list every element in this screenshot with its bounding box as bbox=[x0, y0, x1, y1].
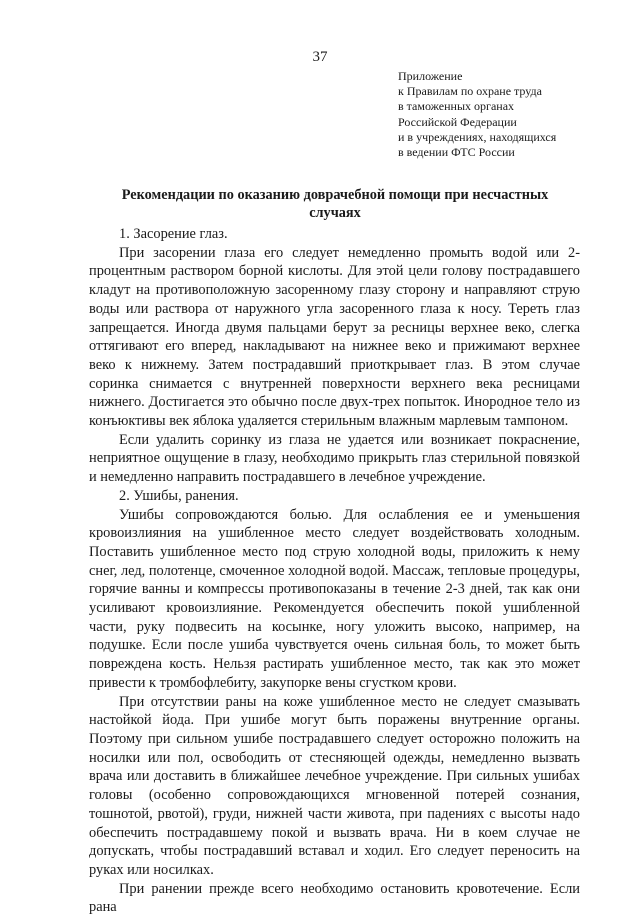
paragraph: Ушибы сопровождаются болью. Для ослабления ее и уменьшения кровоизлияния на ушибленное место следует воздействовать холодным. Поставить ушибленное место под струю холодной воды, приложить к нему снег, лед, полотенце, смоченное холодной водой. Массаж, тепловые процедуры, горячие ванны и компрессы противопоказаны в течение 2-3 дней, так как они усиливают кровоизлияние. Рекомендуется обеспечить покой ушибленной части, руку подвесить на косынке, ногу уложить высоко, например, на подушке. Если после ушиба чувствуется очень сильная боль, то может быть повреждена кость. Нельзя растирать ушибленное место, так как это может привести к тромбофлебиту, закупорке вены сгустком крови. bbox=[89, 506, 580, 691]
paragraph: При отсутствии раны на коже ушибленное место не следует смазывать настойкой йода. При ушибе могут быть поражены внутренние органы. Поэтому при сильном ушибе пострадавшего следует осторожно положить на носилки или пол, освободить от стесняющей одежды, немедленно вызвать врача или доставить в ближайшее лечебное учреждение. При сильных ушибах головы (особенно сопровождающихся мгновенной потерей сознания, тошнотой, рвотой), груди, нижней части живота, при падениях с высоты надо обеспечить пострадавшему покой и вызвать врача. Ни в коем случае не допускать, чтобы пострадавший вставал и ходил. Его следует переносить на руках или носилках. bbox=[89, 693, 580, 878]
document-title: Рекомендации по оказанию доврачебной помощи при несчастных случаях bbox=[121, 187, 549, 221]
appendix-line: в таможенных органах bbox=[398, 99, 515, 114]
appendix-block bbox=[398, 69, 628, 160]
appendix-line: Российской Федерации bbox=[398, 114, 517, 129]
paragraph: Если удалить соринку из глаза не удается или возникает покраснение, неприятное ощущение в глазу, необходимо прикрыть глаз стерильной повязкой и немедленно направить пострадавшего в лечебное учреждение. bbox=[89, 431, 580, 486]
appendix-line: к Правилам по охране труда bbox=[398, 84, 542, 99]
paragraph: При засорении глаза его следует немедленно промыть водой или 2-процентным раствором борной кислоты. Для этой цели голову пострадавшего кладут на противоположную засоренному глазу сторону и направляют струю воды или раствора от наружного угла засоренного глаза к носу. Тереть глаз запрещается. Иногда двумя пальцами берут за ресницы верхнее веко, слегка оттягивают его вперед, накладывают на нижнее веко и прижимают верхнее веко к нижнему. Затем пострадавший приоткрывает глаз. В этом случае соринка снимается с внутренней поверхности верхнего века ресницами нижнего. Достигается это обычно после двух-трех попыток. Инородное тело из конъюктивы век яблока удаляется стерильным влажным марлевым тампоном. bbox=[89, 244, 580, 430]
section-heading-eye: 1. Засорение глаз. bbox=[119, 226, 228, 242]
document-body bbox=[89, 225, 580, 917]
appendix-line: и в учреждениях, находящихся bbox=[398, 129, 557, 144]
appendix-line: в ведении ФТС России bbox=[398, 145, 515, 160]
page-number: 37 bbox=[312, 49, 328, 65]
appendix-line: Приложение bbox=[398, 69, 463, 83]
section-heading-bruises: 2. Ушибы, ранения. bbox=[119, 487, 239, 504]
paragraph: При ранении прежде всего необходимо остановить кровотечение. Если рана bbox=[89, 880, 580, 916]
